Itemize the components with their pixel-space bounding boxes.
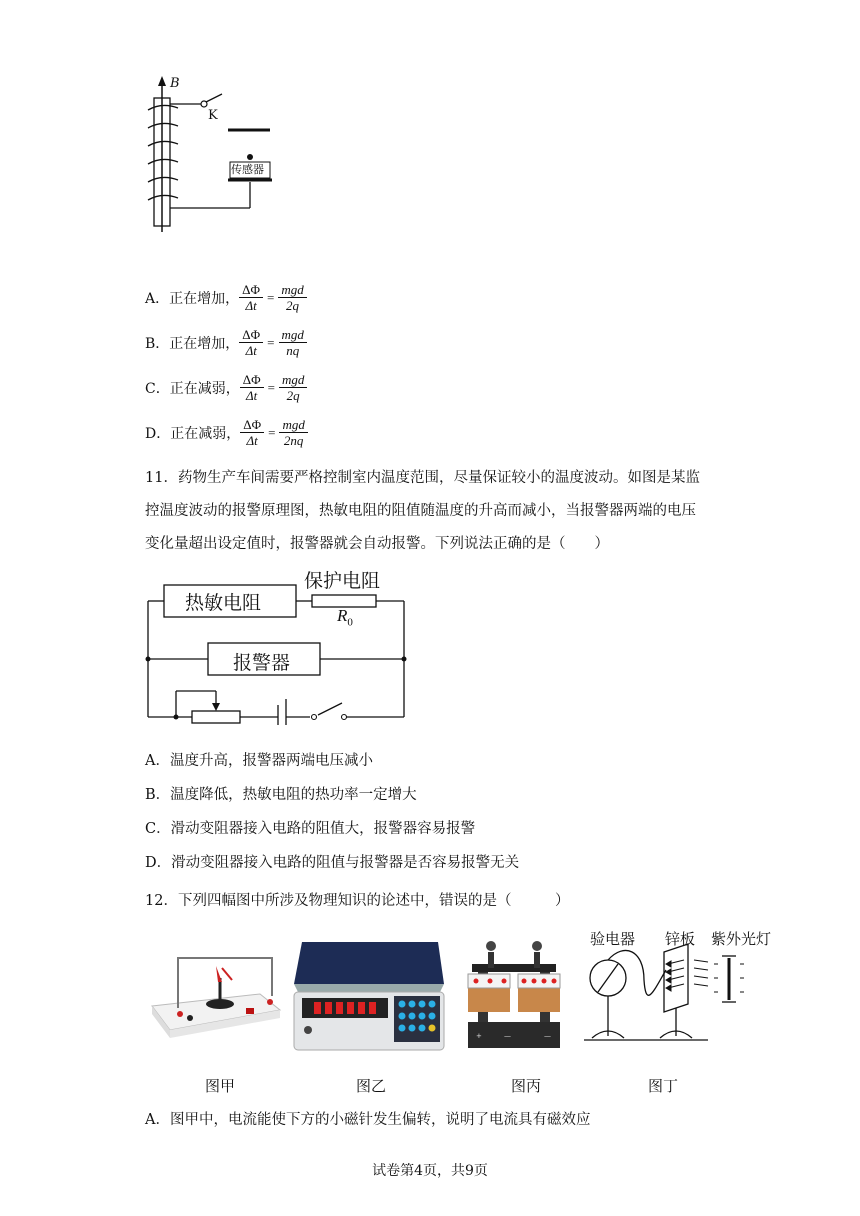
- rhs-num: mgd: [278, 282, 306, 298]
- rhs-den: nq: [286, 343, 300, 358]
- lhs-num: ΔΦ: [239, 282, 263, 298]
- rhs-den: 2nq: [283, 433, 304, 448]
- junction-rheostat: [174, 715, 179, 720]
- caption-yi: 图乙: [356, 1077, 387, 1095]
- q10-solenoid-figure: [140, 72, 290, 242]
- zinc-plate-label: 锌板: [665, 930, 696, 948]
- r0-sub: 0: [347, 616, 353, 629]
- option-label: C．正在减弱，: [145, 380, 240, 397]
- caption-bing: 图丙: [511, 1077, 542, 1095]
- fig-bing-image: [464, 938, 564, 1050]
- option-label: D．正在减弱，: [145, 425, 241, 442]
- q11-stem-line-1: 11．药物生产车间需要严格控制室内温度范围，尽量保证较小的温度波动。如图是某监: [145, 470, 700, 486]
- q11-option-a[interactable]: A．温度升高，报警器两端电压减小: [145, 753, 373, 769]
- q10-option-a[interactable]: [145, 282, 307, 313]
- lhs-den: Δt: [246, 388, 258, 403]
- q10-option-c[interactable]: [145, 372, 307, 403]
- q11-stem-line-2: 控温度波动的报警原理图，热敏电阻的阻值随温度的升高而减小，当报警器两端的电压: [145, 503, 696, 519]
- page-footer: 试卷第4页，共9页: [372, 1163, 488, 1179]
- thermistor-label: 热敏电阻: [185, 592, 262, 614]
- r0-letter: R: [337, 606, 348, 625]
- fig-jia-image: [148, 938, 284, 1042]
- option-label: A．正在增加，: [145, 290, 240, 307]
- q11-switch: [318, 703, 342, 715]
- svg-text:—: —: [544, 1032, 551, 1040]
- rhs-den: 2q: [286, 298, 300, 313]
- option-formula: $\frac{\Delta\Phi}{\Delta t}$ = $\frac{\text{mgd}}{2q}$: [239, 282, 307, 313]
- option-label: B．正在增加，: [145, 335, 240, 352]
- r0-label: [337, 606, 353, 628]
- option-formula: $\frac{\Delta\Phi}{\Delta t}$ = $\frac{\text{mgd}}{nq}$: [239, 327, 307, 358]
- q10-option-b[interactable]: [145, 327, 307, 358]
- caption-ding: 图丁: [648, 1077, 679, 1095]
- lhs-num: ΔΦ: [239, 327, 263, 343]
- rhs-den: 2q: [286, 388, 300, 403]
- option-formula: $\frac{\Delta\Phi}{\Delta t}$ = $\frac{\text{mgd}}{2nq}$: [240, 417, 308, 448]
- svg-text:+: +: [476, 1032, 482, 1040]
- q12-stem: 12．下列四幅图中所涉及物理知识的论述中，错误的是（ ）: [145, 893, 570, 909]
- uv-lamp-label: 紫外光灯: [711, 930, 772, 948]
- rhs-num: mgd: [279, 327, 307, 343]
- svg-text:—: —: [504, 1032, 511, 1040]
- label-k: K: [208, 108, 218, 123]
- slider-arrow: [212, 703, 220, 711]
- junction-right: [402, 657, 407, 662]
- electroscope-label: 验电器: [590, 930, 636, 948]
- lhs-den: Δt: [245, 343, 257, 358]
- label-b: B: [170, 76, 180, 91]
- lhs-num: ΔΦ: [240, 372, 264, 388]
- q11-option-c[interactable]: C．滑动变阻器接入电路的阻值大，报警器容易报警: [145, 821, 476, 837]
- lhs-num: ΔΦ: [240, 417, 264, 433]
- fig-yi-image: [288, 938, 448, 1054]
- solenoid-coil: [148, 105, 178, 200]
- rhs-num: mgd: [279, 417, 307, 433]
- q12-option-a[interactable]: A．图甲中，电流能使下方的小磁针发生偏转，说明了电流具有磁效应: [145, 1112, 591, 1128]
- q10-option-d[interactable]: [145, 417, 308, 448]
- rheostat: [192, 711, 240, 723]
- rhs-num: mgd: [279, 372, 307, 388]
- q11-stem-line-3: 变化量超出设定值时，报警器就会自动报警。下列说法正确的是（ ）: [145, 536, 609, 552]
- b-axis-arrow: [158, 76, 166, 86]
- lhs-den: Δt: [245, 298, 257, 313]
- q11-option-d[interactable]: D．滑动变阻器接入电路的阻值与报警器是否容易报警无关: [145, 855, 520, 871]
- junction-left: [146, 657, 151, 662]
- protect-resistor-label: 保护电阻: [304, 570, 381, 592]
- switch-k-blade: [206, 94, 222, 102]
- sensor-label: 传感器: [231, 163, 264, 176]
- lhs-den: Δt: [246, 433, 258, 448]
- charged-particle: [247, 154, 253, 160]
- alarm-label: 报警器: [233, 652, 291, 674]
- option-formula: $\frac{\Delta\Phi}{\Delta t}$ = $\frac{\text{mgd}}{2q}$: [240, 372, 308, 403]
- q11-option-b[interactable]: B．温度降低，热敏电阻的热功率一定增大: [145, 787, 417, 803]
- caption-jia: 图甲: [205, 1077, 236, 1095]
